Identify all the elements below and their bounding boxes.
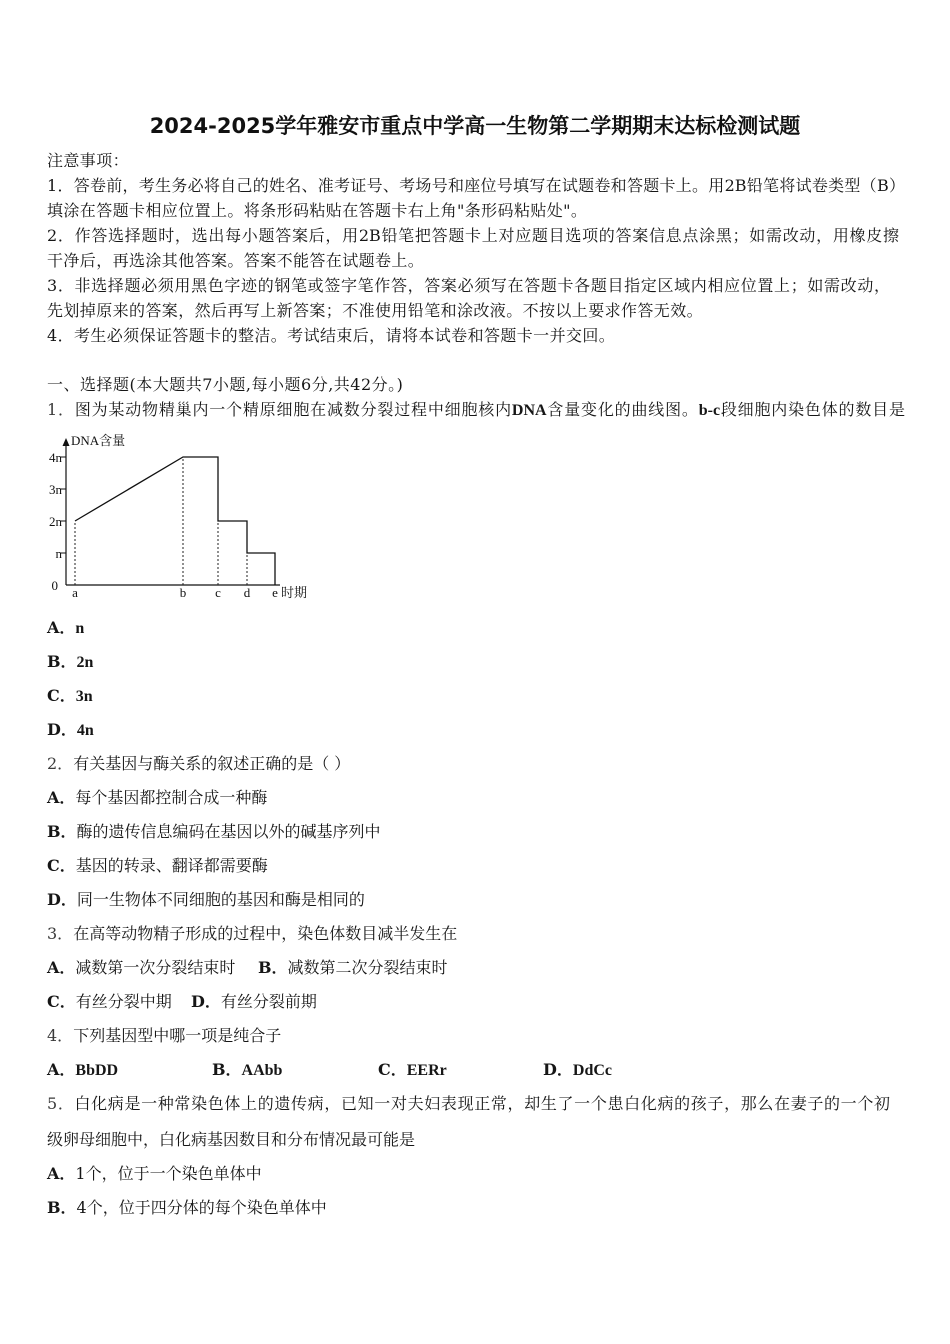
notice-item-1-line-2: 填涂在答题卡相应位置上。将条形码粘贴在答题卡右上角"条形码粘贴处"。 — [47, 201, 588, 220]
option-label: B． — [258, 958, 288, 977]
question-number: 2． — [47, 754, 74, 773]
y-axis-label: DNA含量 — [71, 433, 126, 448]
x-tick-label-b: b — [179, 585, 187, 600]
option-label: C． — [47, 686, 76, 705]
option-text: 2n — [76, 654, 94, 671]
notice-item-1-line-1: 1．答卷前，考生务必将自己的姓名、准考证号、考场号和座位号填写在试题卷和答题卡上。用2B铅笔将试卷类型（B） — [47, 176, 905, 195]
question-3-options-row-1 — [0, 956, 950, 980]
option-label: A． — [47, 958, 76, 977]
question-3-option-d — [191, 990, 317, 1014]
y-tick-label: n — [55, 546, 62, 561]
notice-item-3-line-1: 3．非选择题必须用黑色字迹的钢笔或签字笔作答，答案必须写在答题卡各题目指定区域内相应位置上；如需改动， — [47, 276, 890, 295]
dna-content-line — [75, 457, 275, 585]
option-label: D． — [47, 720, 77, 739]
option-label: A． — [47, 618, 76, 637]
option-label: B． — [47, 652, 77, 671]
question-4-option-c — [378, 1058, 447, 1083]
option-label: A． — [47, 1060, 76, 1079]
option-text: DdCc — [572, 1062, 612, 1079]
option-label: D． — [191, 992, 221, 1011]
option-text: 减数第一次分裂结束时 — [75, 958, 236, 977]
question-4-stem — [47, 1024, 281, 1048]
question-1-option-c — [47, 684, 93, 708]
y-tick-label: 2n — [49, 514, 62, 529]
option-label: B． — [212, 1060, 242, 1079]
question-2-option-d — [47, 888, 365, 912]
question-number: 3． — [47, 924, 74, 943]
stem-text: 有关基因与酶关系的叙述正确的是（ ） — [73, 754, 351, 773]
stem-term-dna: DNA — [511, 402, 547, 419]
y-tick-label: 4n — [49, 450, 62, 465]
option-text: EERr — [406, 1062, 447, 1079]
option-text: 每个基因都控制合成一种酶 — [75, 788, 268, 807]
notice-item-3-line-2: 先划掉原来的答案，然后再写上新答案；不准使用铅笔和涂改液。不按以上要求作答无效。 — [47, 301, 704, 320]
option-label: D． — [47, 890, 77, 909]
exam-title: 2024-2025学年雅安市重点中学高一生物第二学期期末达标检测试题 — [149, 114, 801, 138]
option-label: A． — [47, 788, 76, 807]
x-tick-label-a: a — [72, 585, 78, 600]
question-5-stem-line-1 — [47, 1092, 890, 1116]
x-tick-label-d: d — [243, 585, 251, 600]
stem-text: 白化病是一种常染色体上的遗传病，已知一对夫妇表现正常，却生了一个患白化病的孩子，那么在妻子的一个初 — [74, 1094, 890, 1113]
y-tick-label-origin: 0 — [51, 578, 58, 593]
y-axis-arrow-icon — [63, 438, 70, 446]
option-text: 4n — [76, 722, 94, 739]
notice-item-2-line-1: 2．作答选择题时，选出每小题答案后，用2B铅笔把答题卡上对应题目选项的答案信息点涂黑；如需改动，用橡皮擦 — [47, 226, 899, 245]
question-1-option-d — [47, 718, 94, 742]
option-text: BbDD — [75, 1062, 119, 1079]
option-text: 基因的转录、翻译都需要酶 — [75, 856, 268, 875]
question-1-option-b — [47, 650, 93, 674]
option-label: D． — [543, 1060, 573, 1079]
question-4-options-row — [0, 1058, 950, 1082]
option-text: 3n — [75, 688, 93, 705]
x-tick-label-c: c — [215, 585, 221, 600]
question-2-stem — [47, 752, 350, 776]
question-4-option-a — [47, 1058, 118, 1083]
section-heading: 一、选择题(本大题共7小题,每小题6分,共42分。) — [47, 375, 404, 394]
question-5-option-b — [47, 1196, 327, 1220]
question-4-option-b — [212, 1058, 282, 1083]
notice-heading: 注意事项： — [47, 151, 130, 170]
question-2-option-b — [47, 820, 381, 844]
option-text: 同一生物体不同细胞的基因和酶是相同的 — [76, 890, 365, 909]
question-1-option-a — [47, 616, 84, 640]
stem-text: 段细胞内染色体的数目是 — [720, 400, 905, 419]
option-text: 有丝分裂中期 — [75, 992, 172, 1011]
option-text: 减数第二次分裂结束时 — [287, 958, 448, 977]
question-number: 5． — [47, 1094, 75, 1113]
y-tick-label: 3n — [49, 482, 62, 497]
option-text: n — [75, 620, 85, 637]
question-3-option-a — [47, 956, 235, 980]
option-label: B． — [47, 822, 77, 841]
stem-text: 含量变化的曲线图。 — [546, 400, 699, 419]
notice-item-2-line-2: 干净后，再选涂其他答案。答案不能答在试题卷上。 — [47, 251, 425, 270]
option-label: C． — [47, 856, 76, 875]
option-text: 有丝分裂前期 — [220, 992, 317, 1011]
question-3-options-row-2 — [0, 990, 950, 1014]
question-5-stem-line-2: 级卵母细胞中，白化病基因数目和分布情况最可能是 — [47, 1130, 416, 1149]
question-5-option-a — [47, 1162, 262, 1186]
question-3-option-c — [47, 990, 172, 1014]
stem-text: 下列基因型中哪一项是纯合子 — [73, 1026, 282, 1045]
option-text: 1个，位于一个染色单体中 — [75, 1164, 262, 1183]
dna-content-chart — [40, 428, 320, 608]
option-text: 4个，位于四分体的每个染色单体中 — [76, 1198, 327, 1217]
question-4-option-d — [543, 1058, 612, 1083]
question-number: 4． — [47, 1026, 74, 1045]
option-label: A． — [47, 1164, 76, 1183]
question-2-option-c — [47, 854, 268, 878]
option-text: 酶的遗传信息编码在基因以外的碱基序列中 — [76, 822, 381, 841]
stem-text: 在高等动物精子形成的过程中，染色体数目减半发生在 — [73, 924, 458, 943]
question-1-stem — [47, 398, 905, 422]
option-label: C． — [47, 992, 76, 1011]
option-label: B． — [47, 1198, 77, 1217]
question-3-stem — [47, 922, 457, 946]
question-number: 1． — [47, 400, 75, 419]
option-text: AAbb — [241, 1062, 283, 1079]
option-label: C． — [378, 1060, 407, 1079]
x-axis-label: 时期 — [281, 585, 308, 600]
notice-item-4-line-1: 4．考生必须保证答题卡的整洁。考试结束后，请将本试卷和答题卡一并交回。 — [47, 326, 616, 345]
question-2-option-a — [47, 786, 267, 810]
stem-term-bc: b-c — [698, 402, 721, 419]
question-3-option-b — [258, 956, 448, 980]
x-tick-label-e: e — [272, 585, 278, 600]
stem-text: 图为某动物精巢内一个精原细胞在减数分裂过程中细胞核内 — [74, 400, 512, 419]
